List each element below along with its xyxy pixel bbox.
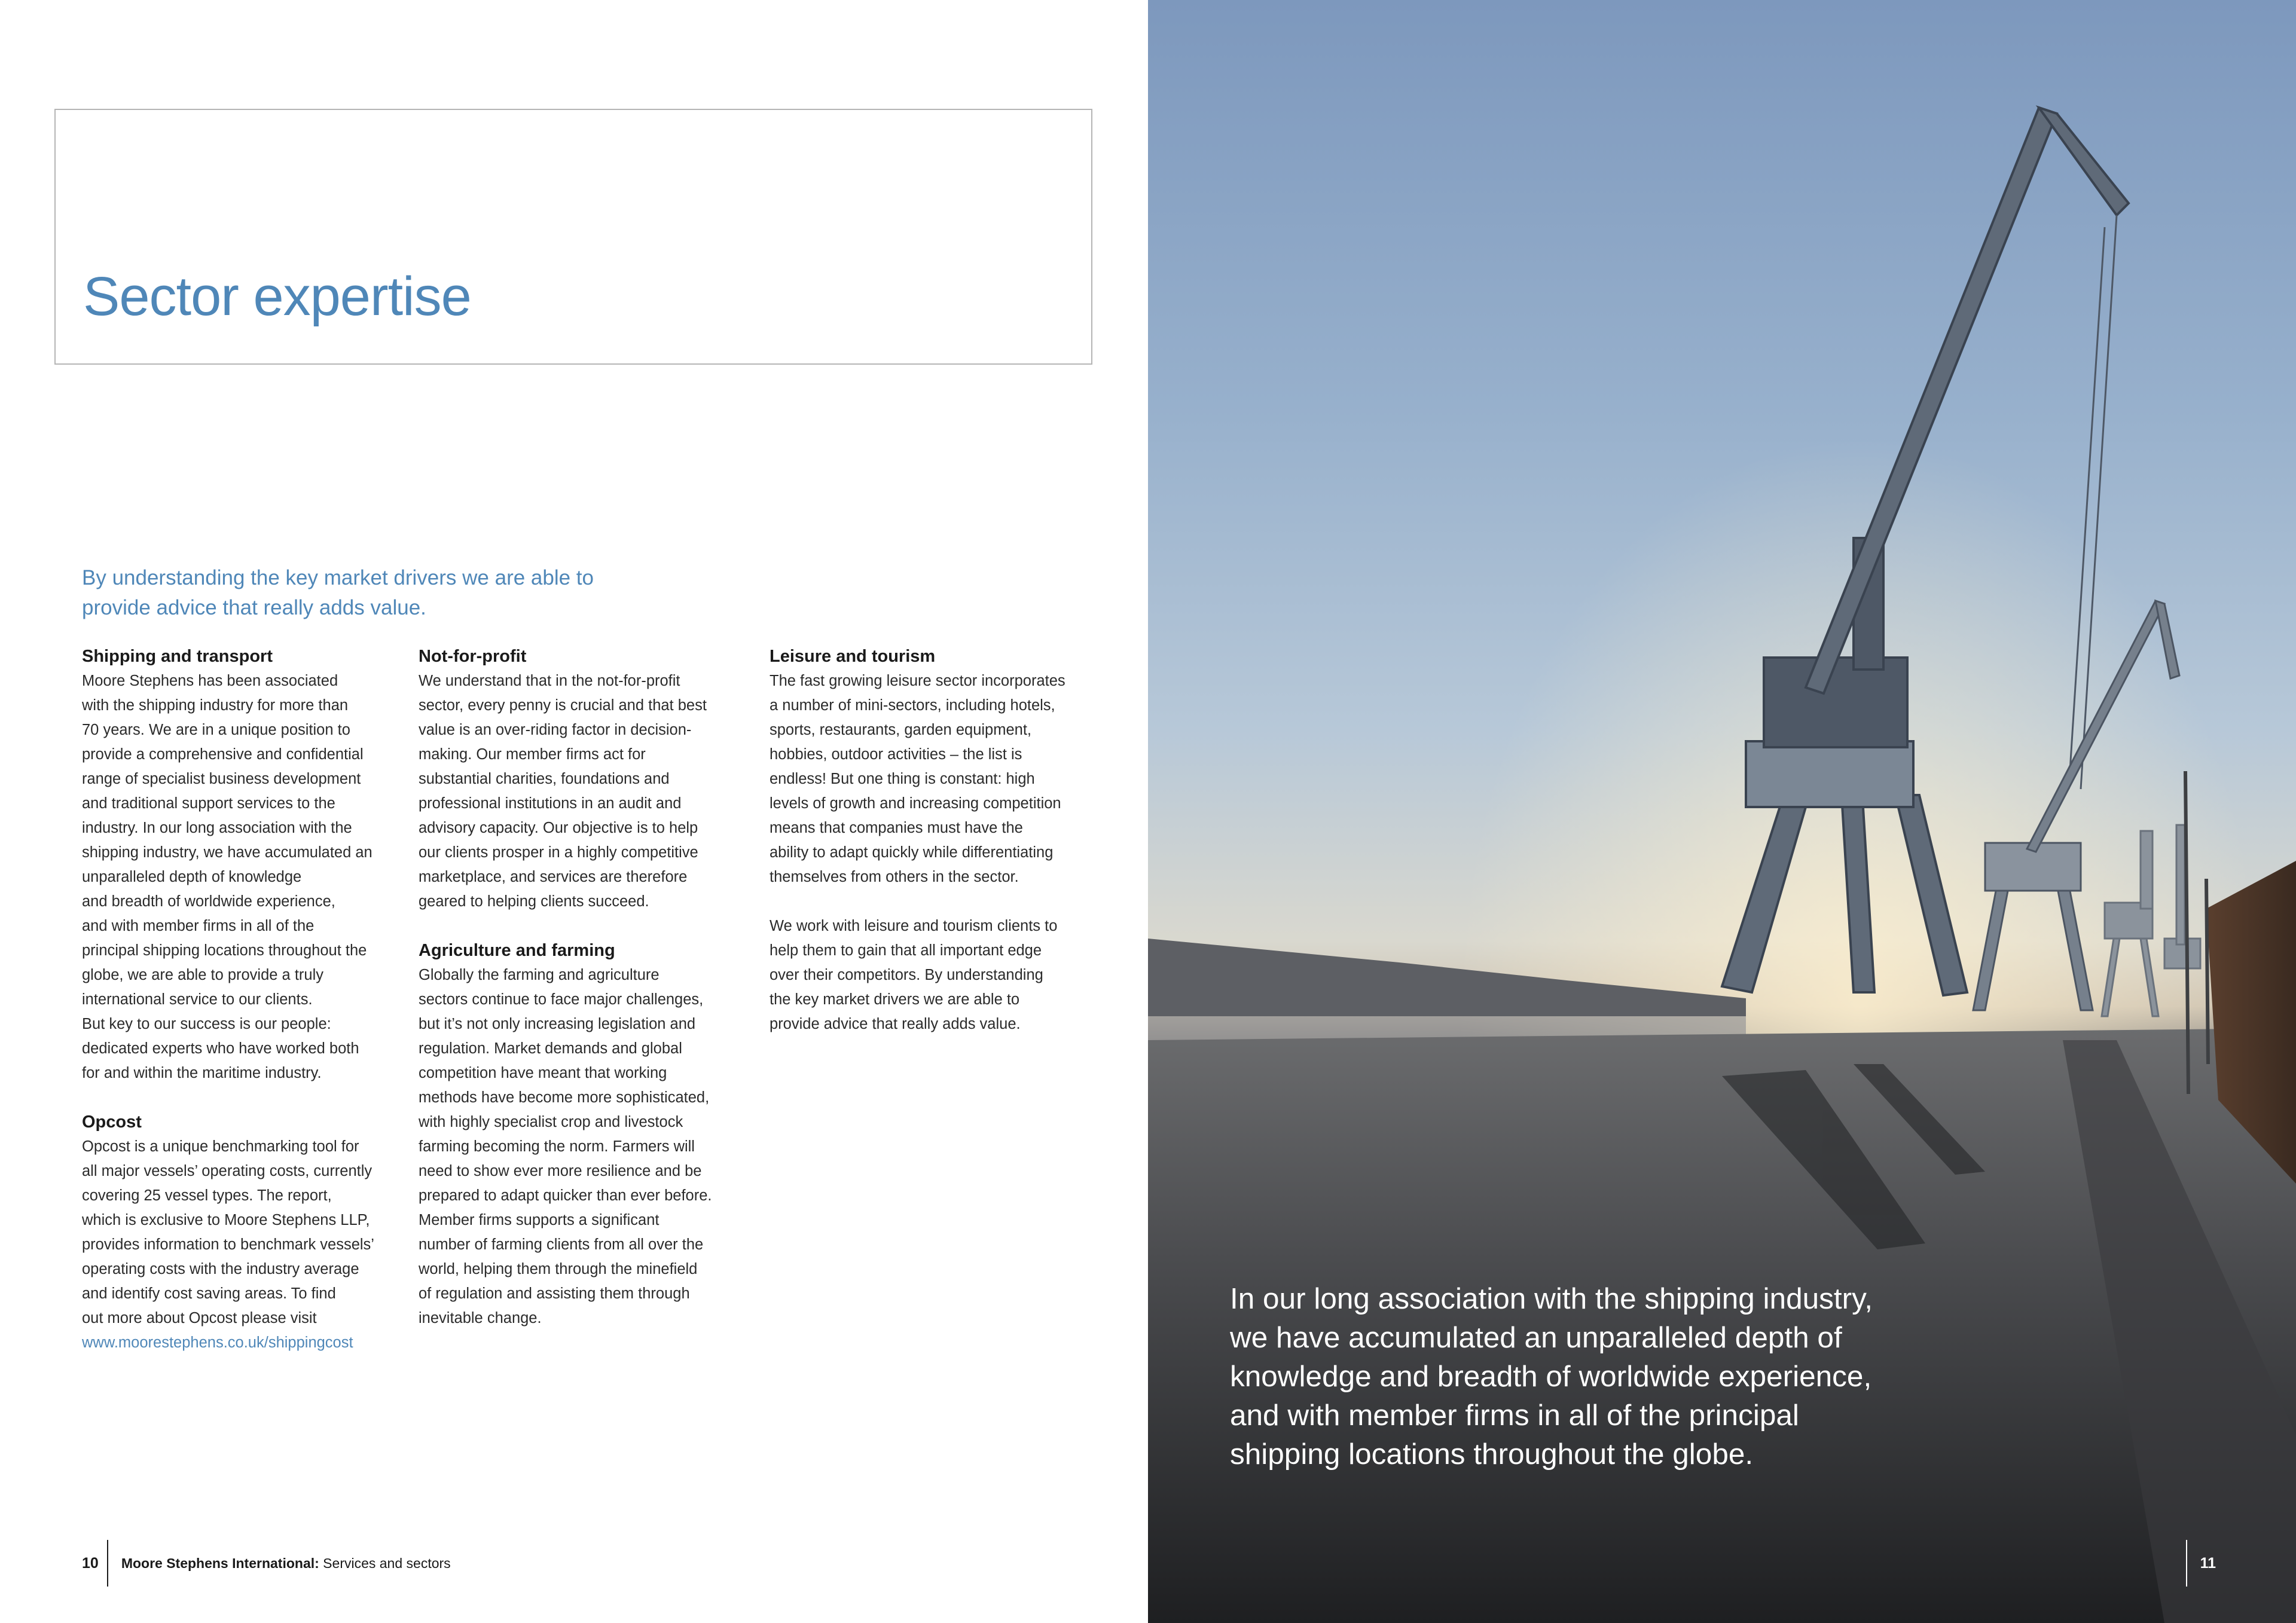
text-line: Moore Stephens has been associated [82,673,338,689]
text-line: help them to gain that all important edge [770,942,1042,959]
text-line: value is an over-riding factor in decision- [419,722,692,738]
text-line: inevitable change. [419,1310,542,1326]
text-line: levels of growth and increasing competition [770,795,1061,812]
footer-right [2186,1540,2216,1587]
text-line: industry. In our long association with the [82,820,352,836]
text-line: endless! But one thing is constant: high [770,771,1035,787]
text-line: provide advice that really adds value. [770,1016,1021,1032]
text-line: competition have meant that working [419,1065,667,1081]
text-line: Opcost is a unique benchmarking tool for [82,1138,359,1155]
quote-line: we have accumulated an unparalleled depth of [1230,1321,1842,1354]
text-line: provide a comprehensive and confidential [82,746,364,763]
quote-line: shipping locations throughout the globe. [1230,1438,1754,1471]
text-line: methods have become more sophisticated, [419,1089,710,1106]
text-line: need to show ever more resilience and be [419,1163,702,1179]
text-line: shipping industry, we have accumulated an [82,844,373,861]
pull-quote [1230,1279,2007,1474]
text-line: which is exclusive to Moore Stephens LLP, [82,1212,370,1228]
title-box [54,109,1092,365]
page-number-right: 11 [2200,1554,2216,1572]
text-line: sports, restaurants, garden equipment, [770,722,1031,738]
text-line: covering 25 vessel types. The report, [82,1187,332,1204]
leisure-heading: Leisure and tourism [770,647,936,666]
text-line: of regulation and assisting them through [419,1285,690,1302]
text-line: principal shipping locations throughout the [82,942,367,959]
text-line: with highly specialist crop and livestock [419,1114,683,1130]
text-line: But key to our success is our people: [82,1016,331,1032]
text-line: farming becoming the norm. Farmers will [419,1138,695,1155]
text-line: sector, every penny is crucial and that best [419,697,707,714]
column-2 [419,644,741,1331]
text-line: all major vessels’ operating costs, currently [82,1163,373,1179]
text-line: substantial charities, foundations and [419,771,670,787]
publication-title [121,1555,451,1572]
shipping-heading: Shipping and transport [82,647,273,666]
nonprofit-heading: Not-for-profit [419,647,527,666]
quote-line: and with member firms in all of the principal [1230,1399,1799,1432]
publication-name: Moore Stephens International: [121,1555,319,1571]
opcost-heading: Opcost [82,1112,142,1132]
footer-left [82,1542,451,1584]
text-line: prepared to adapt quicker than ever before. [419,1187,712,1204]
text-line: the key market drivers we are able to [770,991,1020,1008]
text-line: globe, we are able to provide a truly [82,967,323,983]
agriculture-heading: Agriculture and farming [419,941,615,960]
text-line: marketplace, and services are therefore [419,869,688,885]
harbour-cranes-photo [1148,0,2296,1623]
text-line: number of farming clients from all over the [419,1236,704,1253]
text-line: our clients prosper in a highly competitive [419,844,698,861]
text-line: operating costs with the industry average [82,1261,359,1277]
opcost-paragraph [82,1135,399,1355]
text-line: themselves from others in the sector. [770,869,1019,885]
leisure-paragraph [770,669,1080,890]
text-line: international service to our clients. [82,991,313,1008]
text-line: 70 years. We are in a unique position to [82,722,350,738]
text-line: geared to helping clients succeed. [419,893,649,910]
opcost-link[interactable]: www.moorestephens.co.uk/shippingcost [82,1334,353,1351]
quote-line: In our long association with the shipping industry, [1230,1282,1873,1315]
agriculture-paragraph [419,963,741,1331]
text-line: We work with leisure and tourism clients to [770,918,1058,934]
text-line: advisory capacity. Our objective is to help [419,820,698,836]
column-3 [770,644,1080,1037]
text-line: world, helping them through the minefield [419,1261,698,1277]
text-line: Globally the farming and agriculture [419,967,660,983]
text-line: for and within the maritime industry. [82,1065,322,1081]
text-line: regulation. Market demands and global [419,1040,682,1057]
text-line: but it’s not only increasing legislation and [419,1016,696,1032]
nonprofit-paragraph [419,669,741,914]
text-line: dedicated experts who have worked both [82,1040,359,1057]
text-line: over their competitors. By understanding [770,967,1043,983]
text-line: The fast growing leisure sector incorporates [770,673,1065,689]
text-line: hobbies, outdoor activities – the list is [770,746,1022,763]
text-line: with the shipping industry for more than [82,697,349,714]
column-1 [82,644,399,1355]
text-line: and traditional support services to the [82,795,335,812]
footer-divider [107,1540,108,1587]
text-line: means that companies must have the [770,820,1023,836]
intro-line: provide advice that really adds value. [82,596,426,619]
text-line: ability to adapt quickly while differentiating [770,844,1054,861]
footer-divider [2186,1540,2187,1587]
text-line: and identify cost saving areas. To find [82,1285,336,1302]
text-line: a number of mini-sectors, including hotels, [770,697,1055,714]
text-line: range of specialist business development [82,771,361,787]
intro-line: By understanding the key market drivers we are able to [82,566,594,589]
intro-text [82,563,680,623]
shipping-paragraph [82,669,399,1086]
text-line: and breadth of worldwide experience, [82,893,335,910]
page-title: Sector expertise [83,266,471,327]
text-line: professional institutions in an audit and [419,795,682,812]
text-line: sectors continue to face major challenges, [419,991,704,1008]
publication-subtitle: Services and sectors [319,1555,451,1571]
text-line: out more about Opcost please visit [82,1310,317,1326]
text-line: provides information to benchmark vessels’ [82,1236,374,1253]
text-line: and with member firms in all of the [82,918,315,934]
text-line: unparalleled depth of knowledge [82,869,302,885]
page-number-left: 10 [82,1554,99,1572]
quote-line: knowledge and breadth of worldwide experience, [1230,1360,1872,1393]
text-line: Member firms supports a significant [419,1212,660,1228]
leisure-paragraph-2 [770,914,1080,1037]
text-line: We understand that in the not-for-profit [419,673,680,689]
text-line: making. Our member firms act for [419,746,646,763]
